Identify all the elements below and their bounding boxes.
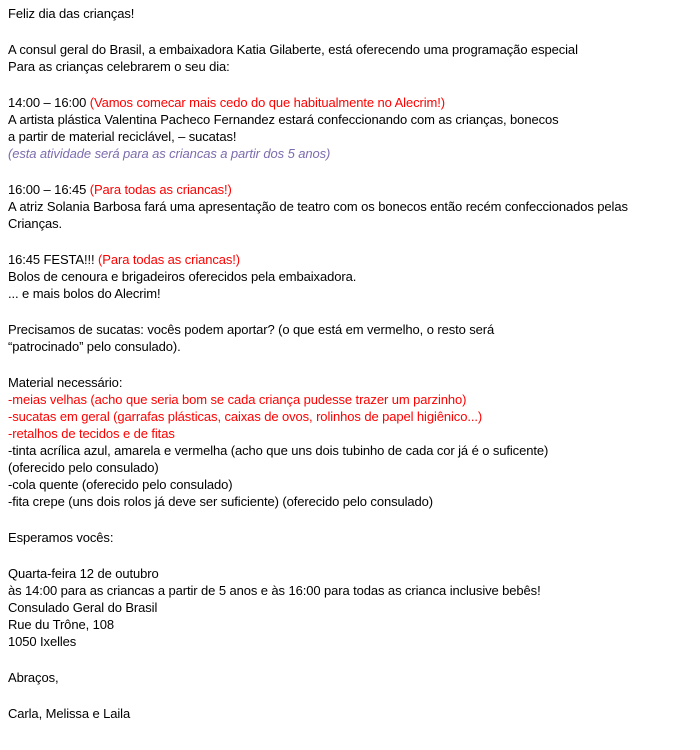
text-line bbox=[8, 41, 692, 58]
text-segment: -cola quente (oferecido pelo consulado) bbox=[8, 477, 233, 492]
text-line bbox=[8, 442, 692, 459]
text-segment: -meias velhas (acho que seria bom se cada criança pudesse trazer um parzinho) bbox=[8, 392, 467, 407]
text-segment: 16:45 FESTA!!! bbox=[8, 252, 99, 267]
paragraph bbox=[8, 5, 692, 22]
text-line bbox=[8, 616, 692, 633]
text-line bbox=[8, 476, 692, 493]
text-segment: 1050 Ixelles bbox=[8, 634, 77, 649]
text-segment: a partir de material reciclável, – sucatas! bbox=[8, 129, 237, 144]
text-line bbox=[8, 529, 692, 546]
text-segment: Rue du Trône, 108 bbox=[8, 617, 114, 632]
text-segment: Carla, Melissa e Laila bbox=[8, 706, 131, 721]
text-line bbox=[8, 408, 692, 425]
text-segment: Bolos de cenoura e brigadeiros oferecidos pela embaixadora. bbox=[8, 269, 357, 284]
text-line bbox=[8, 669, 692, 686]
text-line bbox=[8, 599, 692, 616]
text-segment: A atriz Solania Barbosa fará uma apresentação de teatro com os bonecos então recém confeccionados pelas bbox=[8, 199, 628, 214]
text-line bbox=[8, 321, 692, 338]
text-line bbox=[8, 94, 692, 111]
text-segment: -tinta acrílica azul, amarela e vermelha (acho que uns dois tubinho de cada cor já é o suficente) bbox=[8, 443, 549, 458]
text-line bbox=[8, 128, 692, 145]
text-segment: Quarta-feira 12 de outubro bbox=[8, 566, 159, 581]
text-line bbox=[8, 633, 692, 650]
text-segment: (Vamos comecar mais cedo do que habitualmente no Alecrim!) bbox=[89, 95, 445, 110]
text-segment: A consul geral do Brasil, a embaixadora Katia Gilaberte, está oferecendo uma programação especial bbox=[8, 42, 578, 57]
text-segment: Material necessário: bbox=[8, 375, 123, 390]
paragraph bbox=[8, 41, 692, 75]
paragraph bbox=[8, 565, 692, 650]
text-line bbox=[8, 493, 692, 510]
text-segment: “patrocinado” pelo consulado). bbox=[8, 339, 181, 354]
paragraph bbox=[8, 181, 692, 232]
text-segment: Precisamos de sucatas: vocês podem aportar? (o que está em vermelho, o resto será bbox=[8, 322, 495, 337]
text-line bbox=[8, 425, 692, 442]
text-segment: às 14:00 para as criancas a partir de 5 anos e às 16:00 para todas as crianca inclusive bebês! bbox=[8, 583, 541, 598]
text-segment: ... e mais bolos do Alecrim! bbox=[8, 286, 161, 301]
text-segment: Crianças. bbox=[8, 216, 63, 231]
text-line bbox=[8, 198, 692, 215]
text-segment: Abraços, bbox=[8, 670, 59, 685]
text-segment: (esta atividade será para as criancas a partir dos 5 anos) bbox=[8, 146, 331, 161]
text-segment: -retalhos de tecidos e de fitas bbox=[8, 426, 175, 441]
text-segment: A artista plástica Valentina Pacheco Fernandez estará confeccionando com as crianças, bonecos bbox=[8, 112, 559, 127]
text-line bbox=[8, 582, 692, 599]
paragraph bbox=[8, 321, 692, 355]
text-segment: (oferecido pelo consulado) bbox=[8, 460, 159, 475]
text-segment: Feliz dia das crianças! bbox=[8, 6, 135, 21]
text-line bbox=[8, 705, 692, 722]
text-line bbox=[8, 268, 692, 285]
text-segment: -sucatas em geral (garrafas plásticas, caixas de ovos, rolinhos de papel higiênico...) bbox=[8, 409, 483, 424]
text-line bbox=[8, 215, 692, 232]
paragraph bbox=[8, 669, 692, 686]
text-line bbox=[8, 374, 692, 391]
text-segment: 16:00 – 16:45 bbox=[8, 182, 90, 197]
text-line bbox=[8, 565, 692, 582]
paragraph bbox=[8, 251, 692, 302]
paragraph bbox=[8, 374, 692, 510]
text-segment: Consulado Geral do Brasil bbox=[8, 600, 158, 615]
text-line bbox=[8, 338, 692, 355]
text-segment: 14:00 – 16:00 bbox=[8, 95, 90, 110]
text-segment: (Para todas as criancas!) bbox=[89, 182, 232, 197]
paragraph bbox=[8, 529, 692, 546]
text-segment: -fita crepe (uns dois rolos já deve ser suficiente) (oferecido pelo consulado) bbox=[8, 494, 434, 509]
text-line bbox=[8, 111, 692, 128]
text-segment: Para as crianças celebrarem o seu dia: bbox=[8, 59, 230, 74]
text-line bbox=[8, 391, 692, 408]
text-line bbox=[8, 5, 692, 22]
text-segment: (Para todas as criancas!) bbox=[98, 252, 241, 267]
paragraph bbox=[8, 94, 692, 162]
text-line bbox=[8, 251, 692, 268]
text-line bbox=[8, 459, 692, 476]
text-line bbox=[8, 58, 692, 75]
text-line bbox=[8, 145, 692, 162]
text-segment: Esperamos vocês: bbox=[8, 530, 114, 545]
paragraph bbox=[8, 705, 692, 722]
text-line bbox=[8, 285, 692, 302]
text-line bbox=[8, 181, 692, 198]
